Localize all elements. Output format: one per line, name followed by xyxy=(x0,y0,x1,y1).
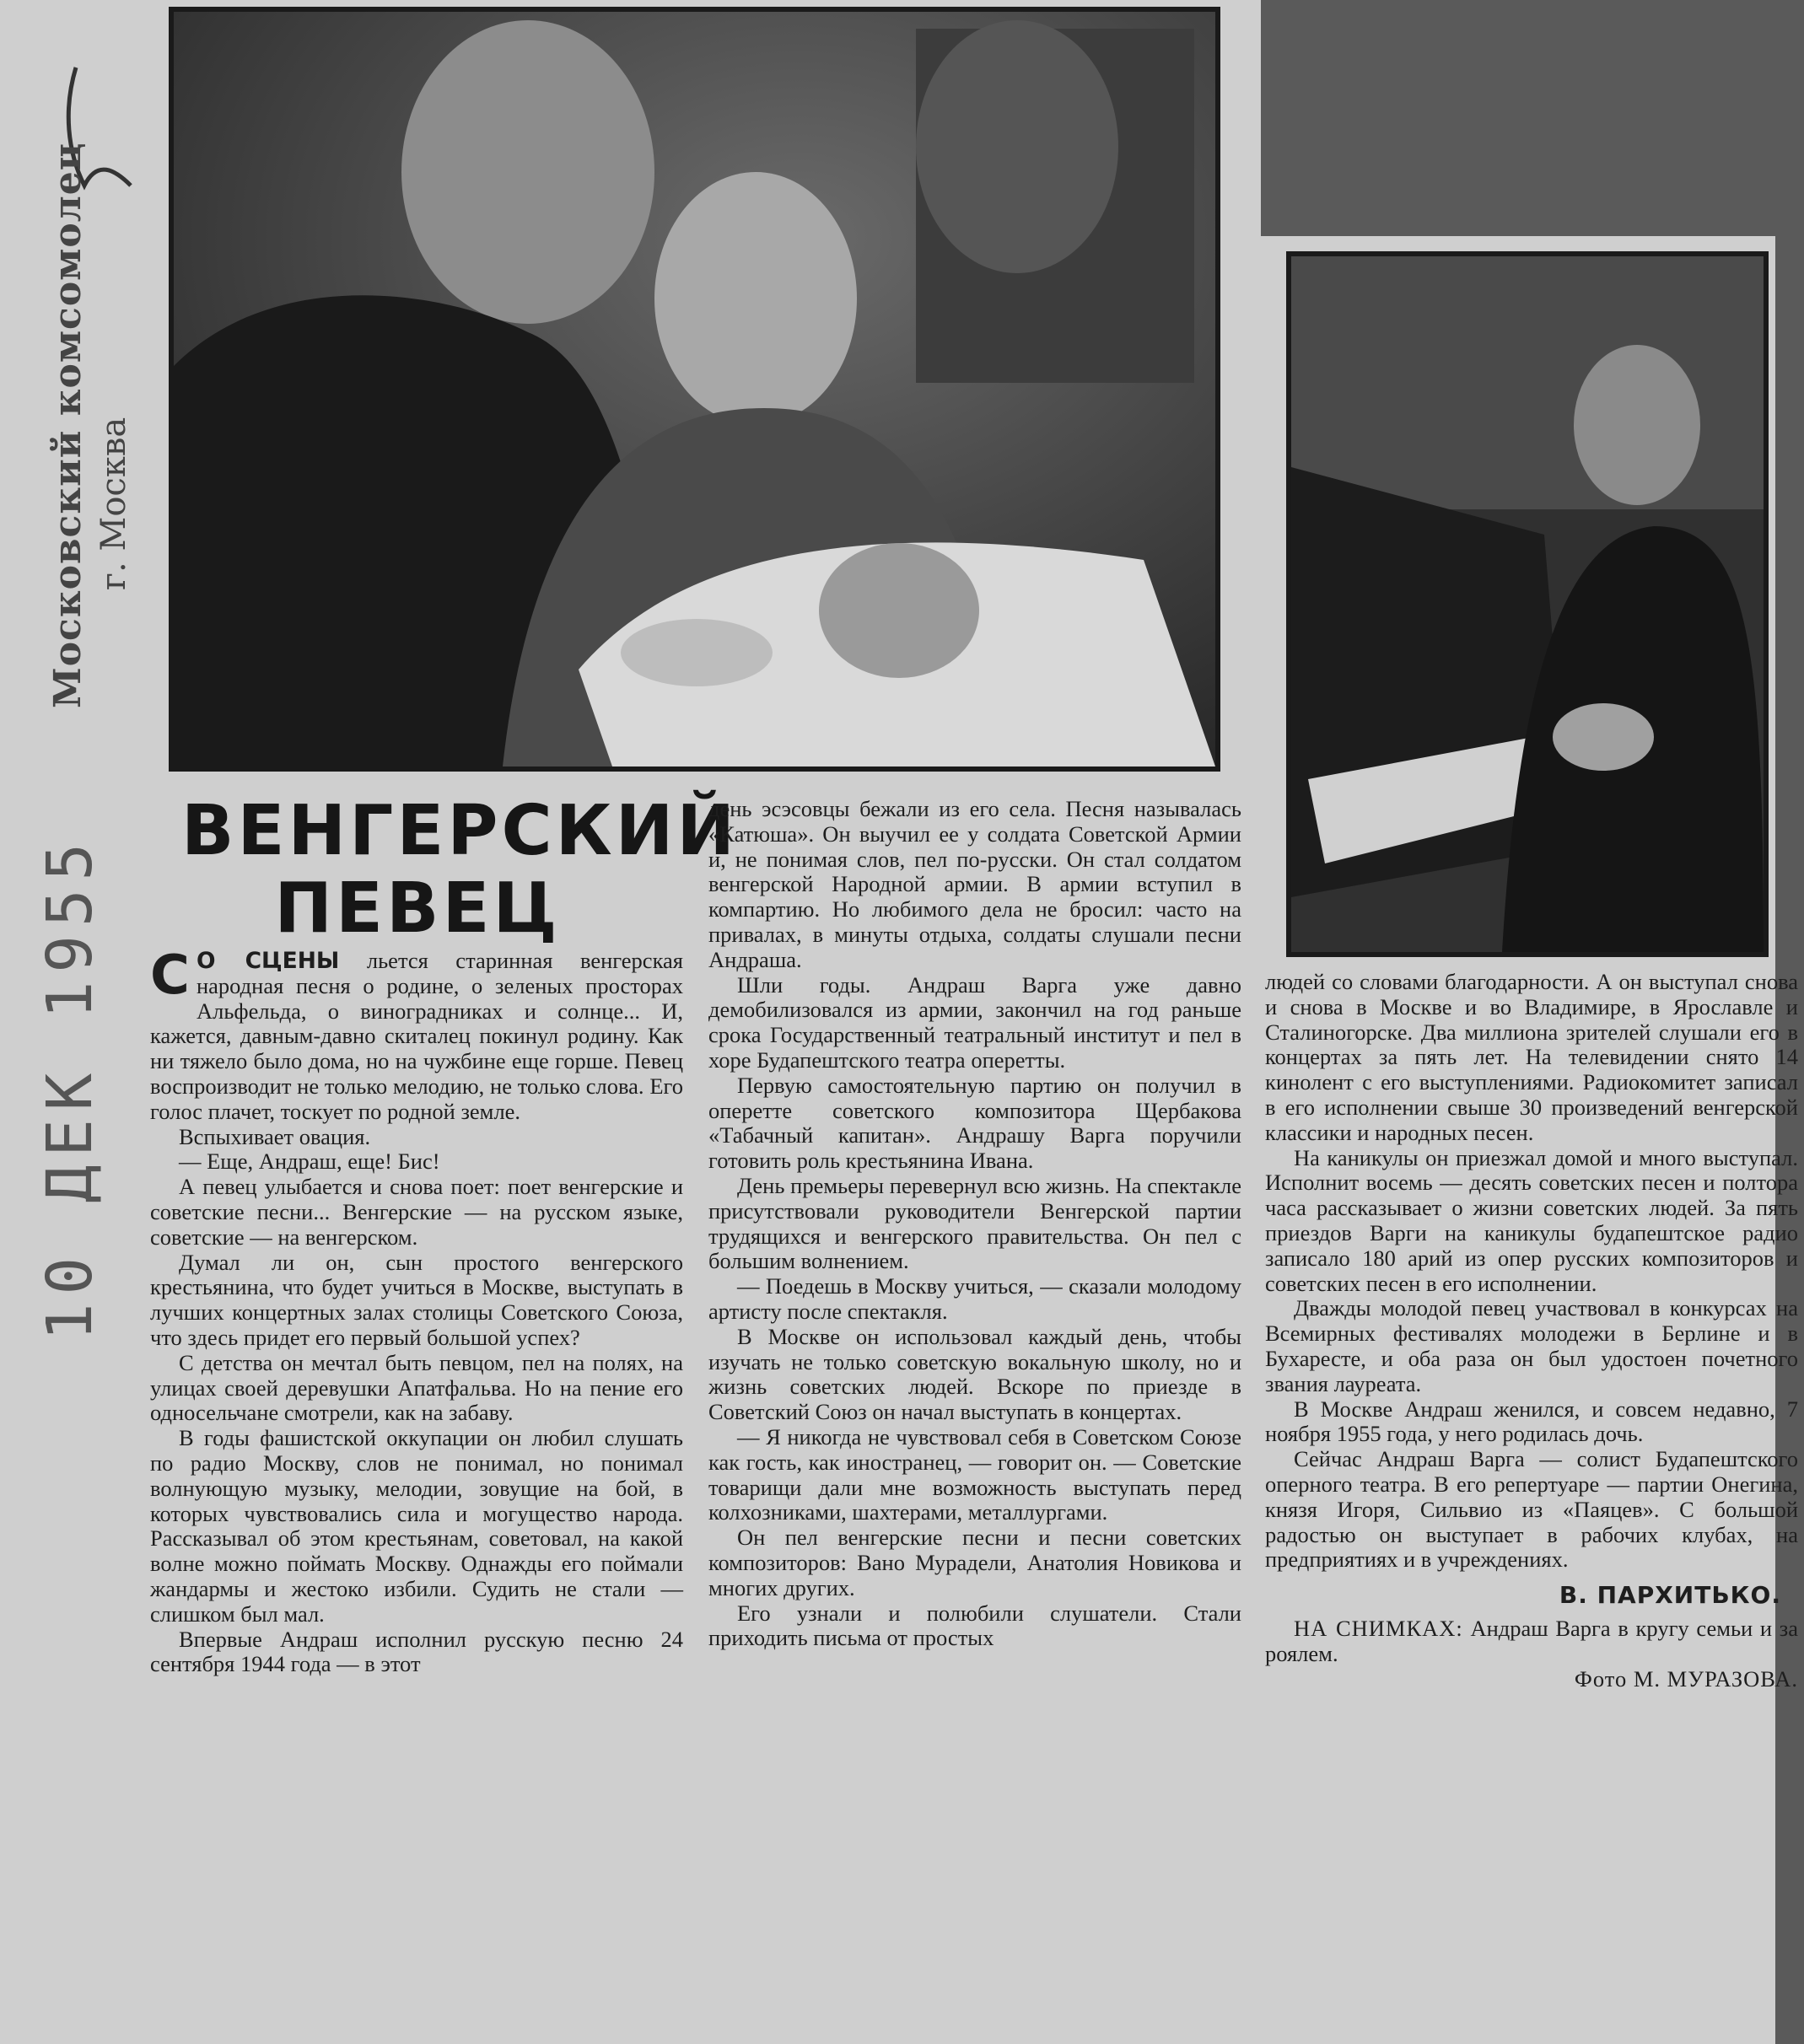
paragraph: Шли годы. Андраш Варга уже давно демобилизовался из армии, закончил на год раньше срока Государственный театральный институт и пел в хоре Будапештского театра оперетты. xyxy=(708,971,1241,1073)
paragraph: Впервые Андраш исполнил русскую песню 24 сентября 1944 года — в этот xyxy=(150,1626,683,1677)
paragraph: Его узнали и полюбили слушатели. Стали приходить письма от простых xyxy=(708,1600,1241,1651)
lead-caps: О СЦЕНЫ xyxy=(196,948,340,974)
paragraph: В годы фашистской оккупации он любил слушать по радио Москву, слов не понимал, но понимал волнующую музыку, мелодии, зовущие на бой, в которых чувствовались сила и могущество народа. Рассказывал об этом крестьянам, советовал, на какой волне можно поймать Москву. Однажды его поймали жандармы и жестоко избили. Судить не стали — слишком был мал. xyxy=(150,1425,683,1627)
drop-cap: С xyxy=(150,944,190,1007)
photo-credit: Фото М. МУРАЗОВА. xyxy=(1574,1665,1798,1692)
paragraph: — Я никогда не чувствовал себя в Советском Союзе как гость, как иностранец, — говорит он. — Советские товарищи дали мне возможность выступать перед колхозниками, шахтерами, металлургами. xyxy=(708,1423,1241,1525)
paragraph: А певец улыбается и снова поет: поет венгерские и советские песни... Венгерские — на русском языке, советские — на венгерском. xyxy=(150,1174,683,1250)
piano-photo xyxy=(1286,251,1769,957)
headline-line-1: ВЕНГЕРСКИЙ xyxy=(181,791,738,871)
article-column-3 xyxy=(1265,970,1798,1692)
newspaper-name-stamp: Московский комсомолец xyxy=(46,142,89,708)
paragraph: людей со словами благодарности. А он выступал снова и снова в Москве и во Владимире, в Ярославле и Сталиногорске. Два миллиона зрителей слушали его в концертах за пять лет. На телевидении снято 14 кинолент с его выступлениями. Радиокомитет записал в его исполнении свыше 30 произведений венгерской классики и народных песен. xyxy=(1265,969,1798,1145)
date-stamp: 10 ДЕК 1955 xyxy=(34,834,106,1341)
paragraph: Вспыхивает овация. xyxy=(179,1123,371,1149)
paragraph: Первую самостоятельную партию он получил в оперетте советского композитора Щербакова «Табачный капитан». Андрашу Варга поручили готовить роль крестьянина Ивана. xyxy=(708,1072,1241,1174)
paragraph: Дважды молодой певец участвовал в конкурсах на Всемирных фестивалях молодежи в Берлине и в Бухаресте, и оба раза он был удостоен почетного звания лауреата. xyxy=(1265,1295,1798,1396)
paragraph: Думал ли он, сын простого венгерского крестьянина, что будет учиться в Москве, выступать в лучших концертных залах столицы Советского Союза, что здесь придет его первый большой успех? xyxy=(150,1249,683,1350)
paragraph: День премьеры перевернул всю жизнь. На спектакле присутствовали руководители Венгерской партии трудящихся и венгерского правительства. Он пел с большим волнением. xyxy=(708,1172,1241,1274)
piano-photo-image xyxy=(1291,256,1764,952)
paragraph: — Поедешь в Москву учиться, — сказали молодому артисту после спектакля. xyxy=(708,1273,1241,1324)
headline xyxy=(181,791,738,949)
lead-paragraph xyxy=(150,944,683,1125)
paragraph: — Еще, Андраш, еще! Бис! xyxy=(179,1148,440,1175)
paragraph: С детства он мечтал быть певцом, пел на полях, на улицах своей деревушки Апатфальва. Но на пение его односельчане смотрели, как на забаву. xyxy=(150,1349,683,1426)
article-column-2 xyxy=(708,797,1241,1651)
paragraph: Сейчас Андраш Варга — солист Будапештского оперного театра. В его репертуаре — партии Онегина, князя Игоря, Сильвио из «Паяцев». С большой радостью он выступает в рабочих клубах, на предприятиях и в учреждениях. xyxy=(1265,1446,1798,1573)
background-corner xyxy=(1261,0,1804,236)
paragraph: Он пел венгерские песни и песни советских композиторов: Вано Мурадели, Анатолия Новикова и многих других. xyxy=(708,1525,1241,1600)
family-photo xyxy=(169,7,1220,772)
paragraph: льется старинная венгерская народная песня о родине, о зеленых просторах Альфельда, о виноградниках и солнце... И, кажется, давным-давно скиталец покинул родину. Как ни тяжело было дома, но на чужбине еще горше. Певец воспроизводит не только мелодию, не только слова. Его голос плачет, тоскует по родной земле. xyxy=(150,948,683,1124)
family-photo-image xyxy=(174,12,1215,766)
city-stamp: г. Москва xyxy=(94,417,133,590)
paragraph: В Москве Андраш женился, и совсем недавно, 7 ноября 1955 года, у него родилась дочь. xyxy=(1265,1396,1798,1447)
article-column-1 xyxy=(150,944,683,1677)
caption-text: Андраш Варга в кругу семьи и за роялем. xyxy=(1265,1615,1799,1666)
photo-caption xyxy=(1265,1616,1798,1692)
caption-label: НА СНИМКАХ: xyxy=(1294,1615,1463,1641)
paragraph: день эсэсовцы бежали из его села. Песня называлась «Катюша». Он выучил ее у солдата Советской Армии и, не понимая слов, пел по-русски. Он стал солдатом венгерской Народной армии. В армии вступил в компартию. Но любимого дела не бросил: часто на привалах, в минуты отдыха, солдаты слушали песни Андраша. xyxy=(708,796,1241,972)
paragraph: В Москве он использовал каждый день, чтобы изучать не только советскую вокальную школу, но и жизнь советских людей. Вскоре по приезде в Советский Союз он начал выступать в концертах. xyxy=(708,1323,1241,1425)
paragraph: На каникулы он приезжал домой и много выступал. Исполнит восемь — десять советских песен и полтора часа рассказывает о жизни советских людей. За пять приездов Варги на каникулы будапештское радио записало 180 арий из опер русских композиторов и советских песен в его исполнении. xyxy=(1265,1144,1798,1296)
headline-line-2: ПЕВЕЦ xyxy=(274,869,561,949)
author-signature: В. ПАРХИТЬКО. xyxy=(1559,1581,1781,1610)
